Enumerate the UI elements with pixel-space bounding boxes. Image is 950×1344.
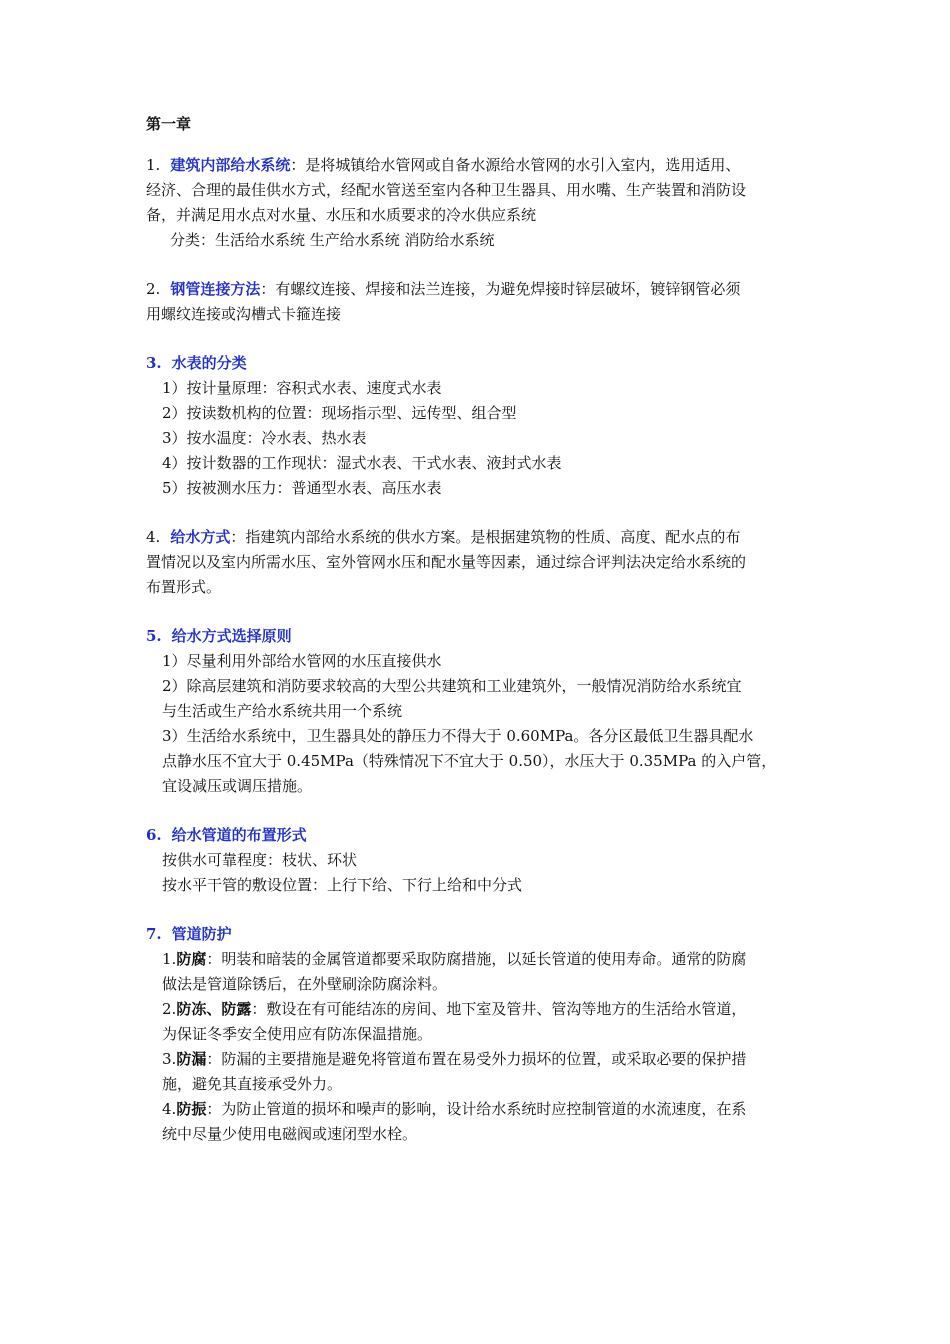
section-title: 管道防护 [171,925,232,943]
section-number: 5. [146,627,162,645]
term: 建筑内部给水系统 [170,156,291,174]
classification: 分类：生活给水系统 生产给水系统 消防给水系统 [170,231,495,249]
chapter-title: 第一章 [146,115,192,133]
list-item: 按水平干管的敷设位置：上行下给、下行上给和中分式 [162,876,523,894]
section-number: 6. [146,826,162,844]
text: 施，避免其直接承受外力。 [162,1075,343,1093]
term: 给水方式 [170,528,231,546]
list-item: 2）除高层建筑和消防要求较高的大型公共建筑和工业建筑外，一般情况消防给水系统宜 [162,677,742,695]
text: ：为防止管道的损坏和噪声的影响，设计给水系统时应控制管道的水流速度，在系 [206,1100,747,1118]
list-item: 4）按计数器的工作现状：湿式水表、干式水表、液封式水表 [162,454,562,472]
document-page [146,112,816,1171]
text: 统中尽量少使用电磁阀或速闭型水栓。 [162,1125,418,1143]
term: 钢管连接方法 [170,280,261,298]
list-item: 1）按计量原理：容积式水表、速度式水表 [162,379,442,397]
item-term: 防冻、防露 [176,1000,252,1018]
text: ：有螺纹连接、焊接和法兰连接，为避免焊接时锌层破坏，镀锌钢管必须 [260,280,741,298]
list-item: 按供水可靠程度：枝状、环状 [162,851,358,869]
list-item: 2）按读数机构的位置：现场指示型、远传型、组合型 [162,404,517,422]
section-number: 7. [146,925,162,943]
section-number: 1. [146,156,161,174]
text: 经济、合理的最佳供水方式，经配水管送至室内各种卫生器具、用水嘴、生产装置和消防设 [146,181,747,199]
item-number: 3. [162,1050,177,1068]
item-term: 防漏 [176,1050,207,1068]
text: ：指建筑内部给水系统的供水方案。是根据建筑物的性质、高度、配水点的布 [230,528,741,546]
item-term: 防振 [176,1100,207,1118]
section-7 [146,922,816,1147]
list-item-cont: 点静水压不宜大于 0.45MPa（特殊情况下不宜大于 0.50），水压大于 0.35MPa 的入户管， [162,752,777,770]
section-1 [146,153,816,253]
section-title: 给水方式选择原则 [171,627,292,645]
text: ：防漏的主要措施是避免将管道布置在易受外力损坏的位置，或采取必要的保护措 [206,1050,747,1068]
text: 备，并满足用水点对水量、水压和水质要求的冷水供应系统 [146,206,537,224]
list-item-cont: 宜设减压或调压措施。 [162,777,313,795]
text: ：敷设在有可能结冻的房间、地下室及管井、管沟等地方的生活给水管道， [251,1000,747,1018]
text: 布置形式。 [146,578,222,596]
list-item: 5）按被测水压力：普通型水表、高压水表 [162,479,442,497]
section-number: 2. [146,280,161,298]
text: 置情况以及室内所需水压、室外管网水压和配水量等因素，通过综合评判法决定给水系统的 [146,553,747,571]
section-6 [146,823,816,898]
section-3 [146,351,816,501]
section-4 [146,525,816,600]
section-title: 给水管道的布置形式 [171,826,307,844]
list-item: 3）生活给水系统中，卫生器具处的静压力不得大于 0.60MPa。各分区最低卫生器具配水 [162,727,754,745]
item-number: 2. [162,1000,177,1018]
text: 做法是管道除锈后，在外壁刷涂防腐涂料。 [162,975,448,993]
text: ：明装和暗装的金属管道都要采取防腐措施，以延长管道的使用寿命。通常的防腐 [206,950,747,968]
item-number: 1. [162,950,177,968]
list-item-cont: 与生活或生产给水系统共用一个系统 [162,702,403,720]
list-item: 1）尽量利用外部给水管网的水压直接供水 [162,652,442,670]
item-term: 防腐 [176,950,207,968]
section-number: 3. [146,354,162,372]
section-2 [146,277,816,327]
item-number: 4. [162,1100,177,1118]
text: 为保证冬季安全使用应有防冻保温措施。 [162,1025,433,1043]
section-5 [146,624,816,799]
text: 用螺纹连接或沟槽式卡箍连接 [146,305,342,323]
section-number: 4. [146,528,161,546]
section-title: 水表的分类 [171,354,247,372]
text: ：是将城镇给水管网或自备水源给水管网的水引入室内，选用适用、 [290,156,741,174]
list-item: 3）按水温度：冷水表、热水表 [162,429,367,447]
